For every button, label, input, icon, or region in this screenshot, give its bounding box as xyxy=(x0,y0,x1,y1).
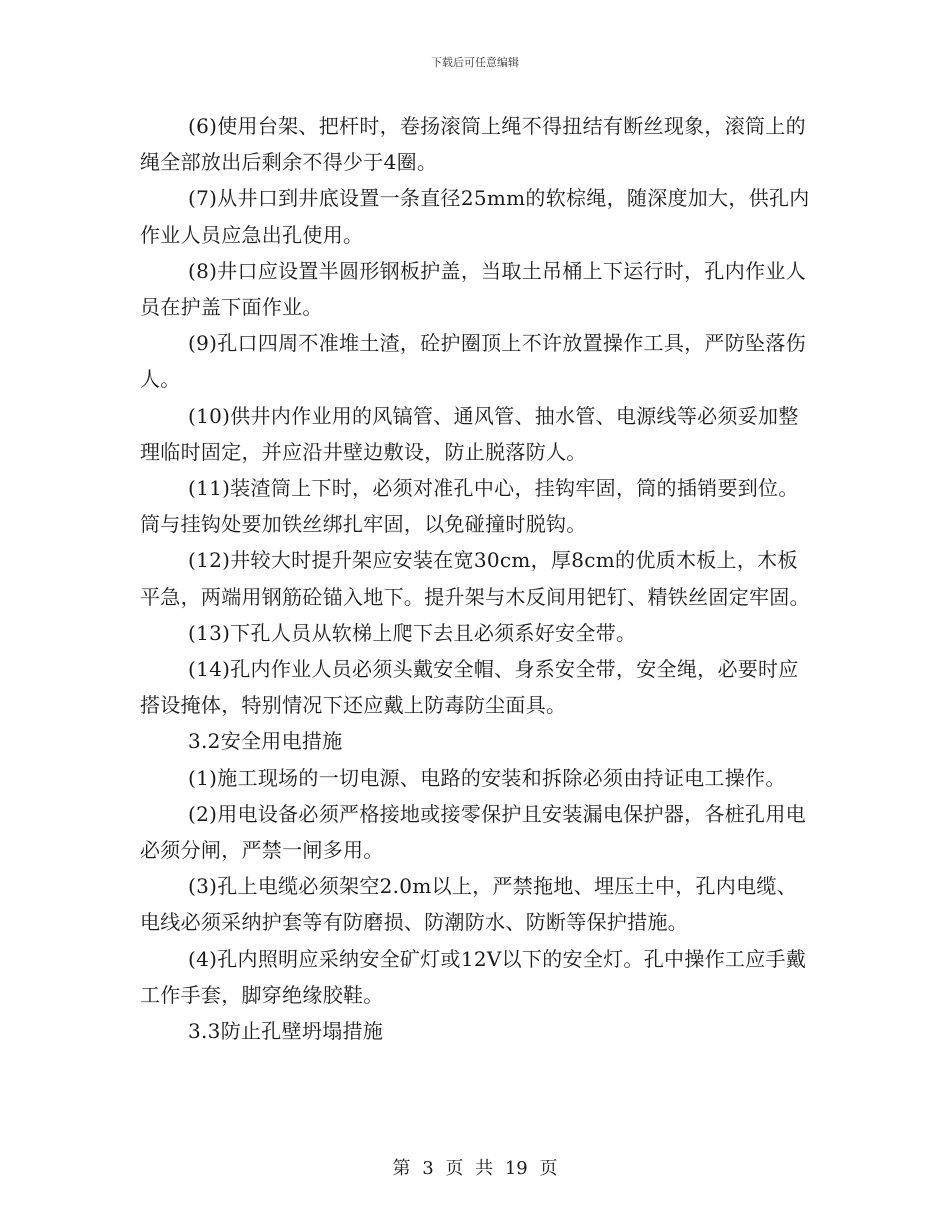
paragraph-item-11: (11)装渣筒上下时，必须对准孔中心，挂钩牢固，筒的插销要到位。筒与挂钩处要加铁丝绑扎牢固，以免碰撞时脱钩。 xyxy=(140,476,799,537)
paragraph-item-8: (8)井口应设置半圆形钢板护盖，当取土吊桶上下运行时，孔内作业人员在护盖下面作业。 xyxy=(140,258,806,320)
paragraph-electric-1: (1)施工现场的一切电源、电路的安装和拆除必须由持证电工操作。 xyxy=(188,765,786,790)
document-body xyxy=(140,108,810,1049)
section-heading-3-3: 3.3防止孔壁坍塌措施 xyxy=(188,1019,384,1044)
paragraph-item-14: (14)孔内作业人员必须头戴安全帽、身系安全带，安全绳，必要时应搭设掩体，特别情况下还应戴上防毒防尘面具。 xyxy=(140,657,799,718)
paragraph-electric-3: (3)孔上电缆必须架空2.0m以上，严禁拖地、埋压土中，孔内电缆、电线必须采纳护套等有防磨损、防潮防水、防断等保护措施。 xyxy=(140,874,798,935)
paragraph-item-10: (10)供井内作业用的风镐管、通风管、抽水管、电源线等必须妥加整理临时固定，并应沿井壁边敷设，防止脱落防人。 xyxy=(140,403,799,464)
paragraph-item-9: (9)孔口四周不准堆土渣，砼护圈顶上不许放置操作工具，严防坠落伤人。 xyxy=(140,331,806,392)
paragraph-electric-4: (4)孔内照明应采纳安全矿灯或12V以下的安全灯。孔中操作工应手戴工作手套，脚穿绝缘胶鞋。 xyxy=(140,946,807,1007)
section-heading-3-2: 3.2安全用电措施 xyxy=(188,729,343,754)
page-footer: 第 3 页 共 19 页 xyxy=(392,1158,558,1179)
paragraph-electric-2: (2)用电设备必须严格接地或接零保护且安装漏电保护器，各桩孔用电必须分闸，严禁一闸多用。 xyxy=(140,801,806,863)
paragraph-item-6: (6)使用台架、把杆时，卷扬滚筒上绳不得扭结有断丝现象，滚筒上的绳全部放出后剩余不得少于4圈。 xyxy=(140,114,806,175)
paragraph-item-7: (7)从井口到井底设置一条直径25mm的软棕绳，随深度加大，供孔内作业人员应急出孔使用。 xyxy=(140,186,810,247)
paragraph-item-13: (13)下孔人员从软梯上爬下去且必须系好安全带。 xyxy=(188,620,637,645)
paragraph-item-12: (12)井较大时提升架应安装在宽30cm，厚8cm的优质木板上，木板平急，两端用钢筋砼锚入地下。提升架与木反间用钯钉、精铁丝固定牢固。 xyxy=(140,548,810,609)
page-header: 下载后可任意编辑 xyxy=(431,56,519,69)
